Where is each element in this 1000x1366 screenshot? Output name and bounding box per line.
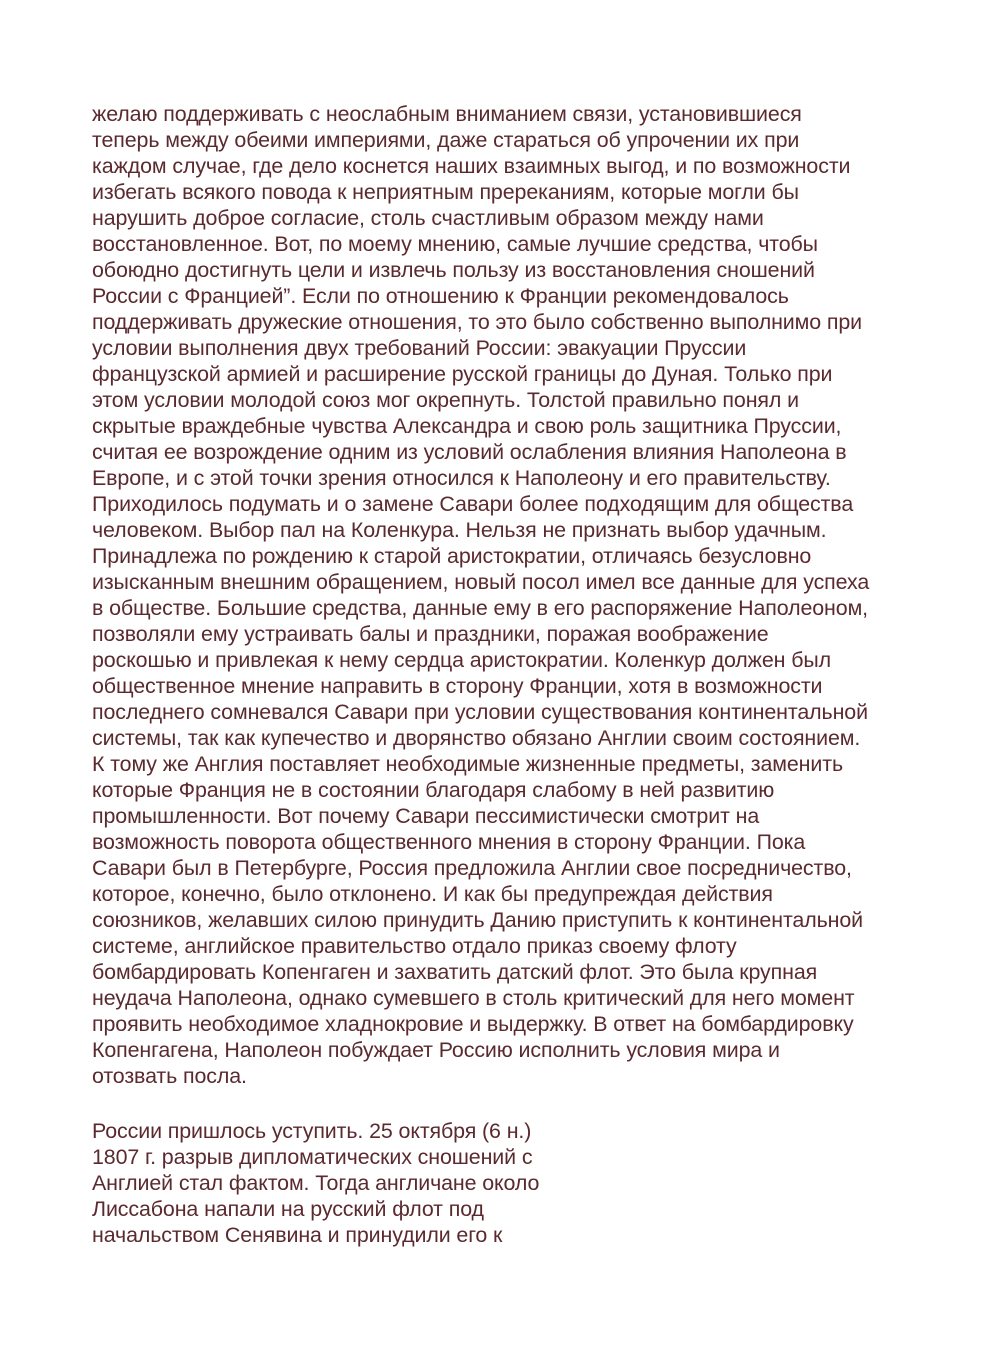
text-line: общественное мнение направить в сторону Франции, хотя в возможности (92, 674, 823, 698)
text-line: этом условии молодой союз мог окрепнуть. Толстой правильно понял и (92, 388, 799, 412)
text-line: позволяли ему устраивать балы и праздники, поражая воображение (92, 622, 769, 646)
text-line: избегать всякого повода к неприятным пререканиям, которые могли бы (92, 180, 799, 204)
text-line: Копенгагена, Наполеон побуждает Россию исполнить условия мира и (92, 1038, 780, 1062)
text-line: желаю поддерживать с неослабным вниманием связи, установившиеся (92, 102, 802, 126)
text-line: Принадлежа по рождению к старой аристократии, отличаясь безусловно (92, 544, 812, 568)
text-line: в обществе. Большие средства, данные ему в его распоряжение Наполеоном, (92, 596, 869, 620)
text-line: 1807 г. разрыв дипломатических сношений с (92, 1145, 533, 1169)
text-line: Приходилось подумать и о замене Савари более подходящим для общества (92, 492, 854, 516)
text-line: условии выполнения двух требований России: эвакуации Пруссии (92, 336, 747, 360)
text-line: Англией стал фактом. Тогда англичане около (92, 1171, 540, 1195)
text-line: начальством Сенявина и принудили его к (92, 1223, 503, 1247)
text-line: последнего сомневался Савари при условии существования континентальной (92, 700, 868, 724)
text-line: теперь между обеими империями, даже стараться об упрочении их при (92, 128, 800, 152)
text-line: которые Франция не в состоянии благодаря слабому в ней развитию (92, 778, 775, 802)
text-line: проявить необходимое хладнокровие и выдержку. В ответ на бомбардировку (92, 1012, 854, 1036)
text-line: бомбардировать Копенгаген и захватить датский флот. Это была крупная (92, 960, 818, 984)
text-line: К тому же Англия поставляет необходимые жизненные предметы, заменить (92, 752, 843, 776)
text-line: Савари был в Петербурге, Россия предложила Англии свое посредничество, (92, 856, 852, 880)
text-line: возможность поворота общественного мнения в сторону Франции. Пока (92, 830, 806, 854)
paragraph-1 (92, 101, 869, 1089)
text-line: системы, так как купечество и дворянство обязано Англии своим состоянием. (92, 726, 861, 750)
text-line: каждом случае, где дело коснется наших взаимных выгод, и по возможности (92, 154, 851, 178)
text-line: изысканным внешним обращением, новый посол имел все данные для успеха (92, 570, 870, 594)
text-line: французской армией и расширение русской границы до Дуная. Только при (92, 362, 833, 386)
text-line: обоюдно достигнуть цели и извлечь пользу из восстановления сношений (92, 258, 815, 282)
text-line: Европе, и с этой точки зрения относился к Наполеону и его правительству. (92, 466, 831, 490)
text-line: восстановленное. Вот, по моему мнению, самые лучшие средства, чтобы (92, 232, 818, 256)
text-line: союзников, желавших силою принудить Данию приступить к континентальной (92, 908, 863, 932)
text-line: системе, английское правительство отдало приказ своему флоту (92, 934, 737, 958)
text-line: России пришлось уступить. 25 октября (6 н.) (92, 1119, 532, 1143)
text-line: роскошью и привлекая к нему сердца аристократии. Коленкур должен был (92, 648, 832, 672)
text-line: скрытые враждебные чувства Александра и свою роль защитника Пруссии, (92, 414, 842, 438)
text-line: Лиссабона напали на русский флот под (92, 1197, 484, 1221)
text-line: нарушить доброе согласие, столь счастливым образом между нами (92, 206, 764, 230)
text-line: России с Францией”. Если по отношению к Франции рекомендовалось (92, 284, 789, 308)
text-line: отозвать посла. (92, 1064, 247, 1088)
text-line: поддерживать дружеские отношения, то это было собственно выполнимо при (92, 310, 863, 334)
text-line: промышленности. Вот почему Савари пессимистически смотрит на (92, 804, 760, 828)
text-line: человеком. Выбор пал на Коленкура. Нельзя не признать выбор удачным. (92, 518, 827, 542)
text-line: которое, конечно, было отклонено. И как бы предупреждая действия (92, 882, 773, 906)
paragraph-2 (92, 1118, 539, 1248)
text-line: считая ее возрождение одним из условий ослабления влияния Наполеона в (92, 440, 847, 464)
text-line: неудача Наполеона, однако сумевшего в столь критический для него момент (92, 986, 855, 1010)
